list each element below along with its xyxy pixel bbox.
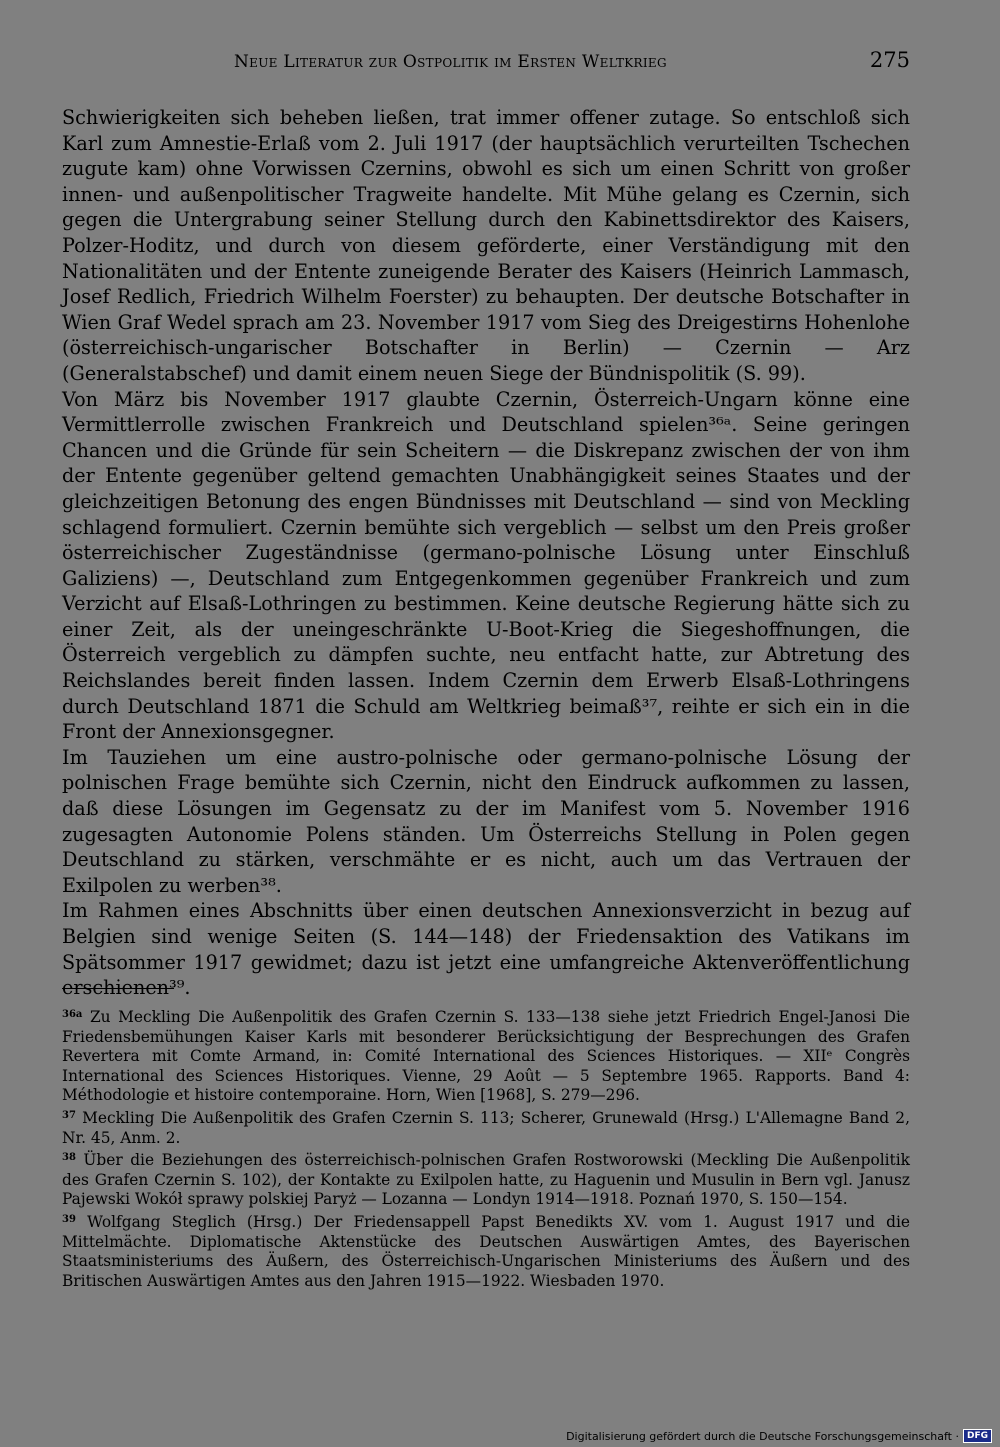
paragraph: Im Tauziehen um eine austro-polnische oder germano-polnische Lösung der polnischen Frage bemühte sich Czernin, nicht den Eindruck aufkommen zu lassen, daß diese Lösungen im Gegensatz zu der im Manifest vom 5. November 1916 zugesagten Autonomie Polens ständen. Um Österreichs Stellung in Polen gegen Deutschland zu stärken, verschmähte er es nicht, auch um das Vertrauen der Exilpolen zu werben³⁸.: [62, 745, 910, 897]
running-header: [62, 50, 910, 80]
running-title: Neue Literatur zur Ostpolitik im Ersten Weltkrieg: [234, 52, 667, 72]
main-text: [62, 105, 910, 1001]
dfg-logo: DFG: [963, 1429, 992, 1443]
footnote: [62, 1106, 910, 1148]
footnotes: [62, 1005, 910, 1291]
footnote-number: 38: [62, 1152, 76, 1164]
paragraph: Im Rahmen eines Abschnitts über einen deutschen Annexionsverzicht in bezug auf Belgien sind wenige Seiten (S. 144—148) der Friedensaktion des Vatikans im Spätsommer 1917 gewidmet; dazu ist jetzt eine umfangreiche Aktenveröffentlichung erschienen³⁹.: [62, 899, 910, 1000]
credit-text: Digitalisierung gefördert durch die Deutsche Forschungsgemeinschaft ·: [566, 1429, 959, 1443]
footnote: [62, 1005, 910, 1106]
footnote-number: 39: [62, 1213, 76, 1225]
footnote-text: Über die Beziehungen des österreichisch-polnischen Grafen Rostworowski (Meckling Die Außenpolitik des Grafen Czernin S. 102), der Kontakte zu Exilpolen hatte, zu Haguenin und Musulin in Bern vgl. Janusz Pajewski Wokół sprawy polskiej Paryż — Lozanna — Londyn 1914—1918. Poznań 1970, S. 150—154.: [62, 1151, 910, 1209]
footnote-number: 36a: [62, 1009, 83, 1020]
footnote-number: 37: [62, 1109, 76, 1121]
paragraph: Schwierigkeiten sich beheben ließen, trat immer offener zutage. So entschloß sich Karl zum Amnestie-Erlaß vom 2. Juli 1917 (der hauptsächlich verurteilten Tschechen zugute kam) ohne Vorwissen Czernins, obwohl es sich um einen Schritt von großer innen- und außenpolitischer Tragweite handelte. Mit Mühe gelang es Czernin, sich gegen die Untergrabung seiner Stellung durch den Kabinettsdirektor des Kaisers, Polzer-Hoditz, und durch von diesem geförderte, einer Verständigung mit den Nationalitäten und der Entente zuneigende Berater des Kaisers (Heinrich Lammasch, Josef Redlich, Friedrich Wilhelm Foerster) zu behaupten. Der deutsche Botschafter in Wien Graf Wedel sprach am 23. November 1917 vom Sieg des Dreigestirns Hohenlohe (österreichisch-ungarischer Botschafter in Berlin) — Czernin — Arz (Generalstabschef) und damit einem neuen Siege der Bündnispolitik (S. 99).: [62, 106, 910, 385]
page-number: 275: [869, 48, 910, 72]
footnote-separator: [62, 988, 174, 989]
digitization-credit: [566, 1425, 1000, 1447]
footnote-text: Wolfgang Steglich (Hrsg.) Der Friedensappell Papst Benedikts XV. vom 1. August 1917 und die Mittelmächte. Diplomatische Aktenstücke des Deutschen Auswärtigen Amtes, des Bayerischen Staatsministeriums des Äußern, des Österreichisch-Ungarischen Ministeriums des Äußern und des Britischen Auswärtigen Amtes aus den Jahren 1915—1922. Wiesbaden 1970.: [62, 1212, 910, 1290]
footnote-text: Zu Meckling Die Außenpolitik des Grafen Czernin S. 133—138 siehe jetzt Friedrich Engel-Janosi Die Friedensbemühungen Kaiser Karls mit besonderer Berücksichtigung der Besprechungen des Grafen Revertera mit Comte Armand, in: Comité International des Sciences Historiques. — XIIᵉ Congrès International des Sciences Historiques. Vienne, 29 Août — 5 Septembre 1965. Rapports. Band 4: Méthodologie et histoire contemporaine. Horn, Wien [1968], S. 279—296.: [62, 1008, 910, 1105]
paragraph: Von März bis November 1917 glaubte Czernin, Österreich-Ungarn könne eine Vermittlerrolle zwischen Frankreich und Deutschland spielen³⁶ᵃ. Seine geringen Chancen und die Gründe für sein Scheitern — die Diskrepanz zwischen der von ihm der Entente gegenüber geltend gemachten Unabhängigkeit seines Staates und der gleichzeitigen Betonung des engen Bündnisses mit Deutschland — sind von Meckling schlagend formuliert. Czernin bemühte sich vergeblich — selbst um den Preis großer österreichischer Zugeständnisse (germano-polnische Lösung unter Einschluß Galiziens) —, Deutschland zum Entgegenkommen gegenüber Frankreich und zum Verzicht auf Elsaß-Lothringen zu bestimmen. Keine deutsche Regierung hätte sich zu einer Zeit, als der uneingeschränkte U-Boot-Krieg die Siegeshoffnungen, die Österreich vergeblich zu dämpfen suchte, neu entfacht hatte, zur Abtretung des Reichslandes bereit finden lassen. Indem Czernin dem Erwerb Elsaß-Lothringens durch Deutschland 1871 die Schuld am Weltkrieg beimaß³⁷, reihte er sich ein in die Front der Annexionsgegner.: [62, 387, 910, 744]
footnote-text: Meckling Die Außenpolitik des Grafen Czernin S. 113; Scherer, Grunewald (Hrsg.) L'Allemagne Band 2, Nr. 45, Anm. 2.: [62, 1108, 910, 1147]
footnote: [62, 1148, 910, 1210]
footnote: [62, 1210, 910, 1291]
